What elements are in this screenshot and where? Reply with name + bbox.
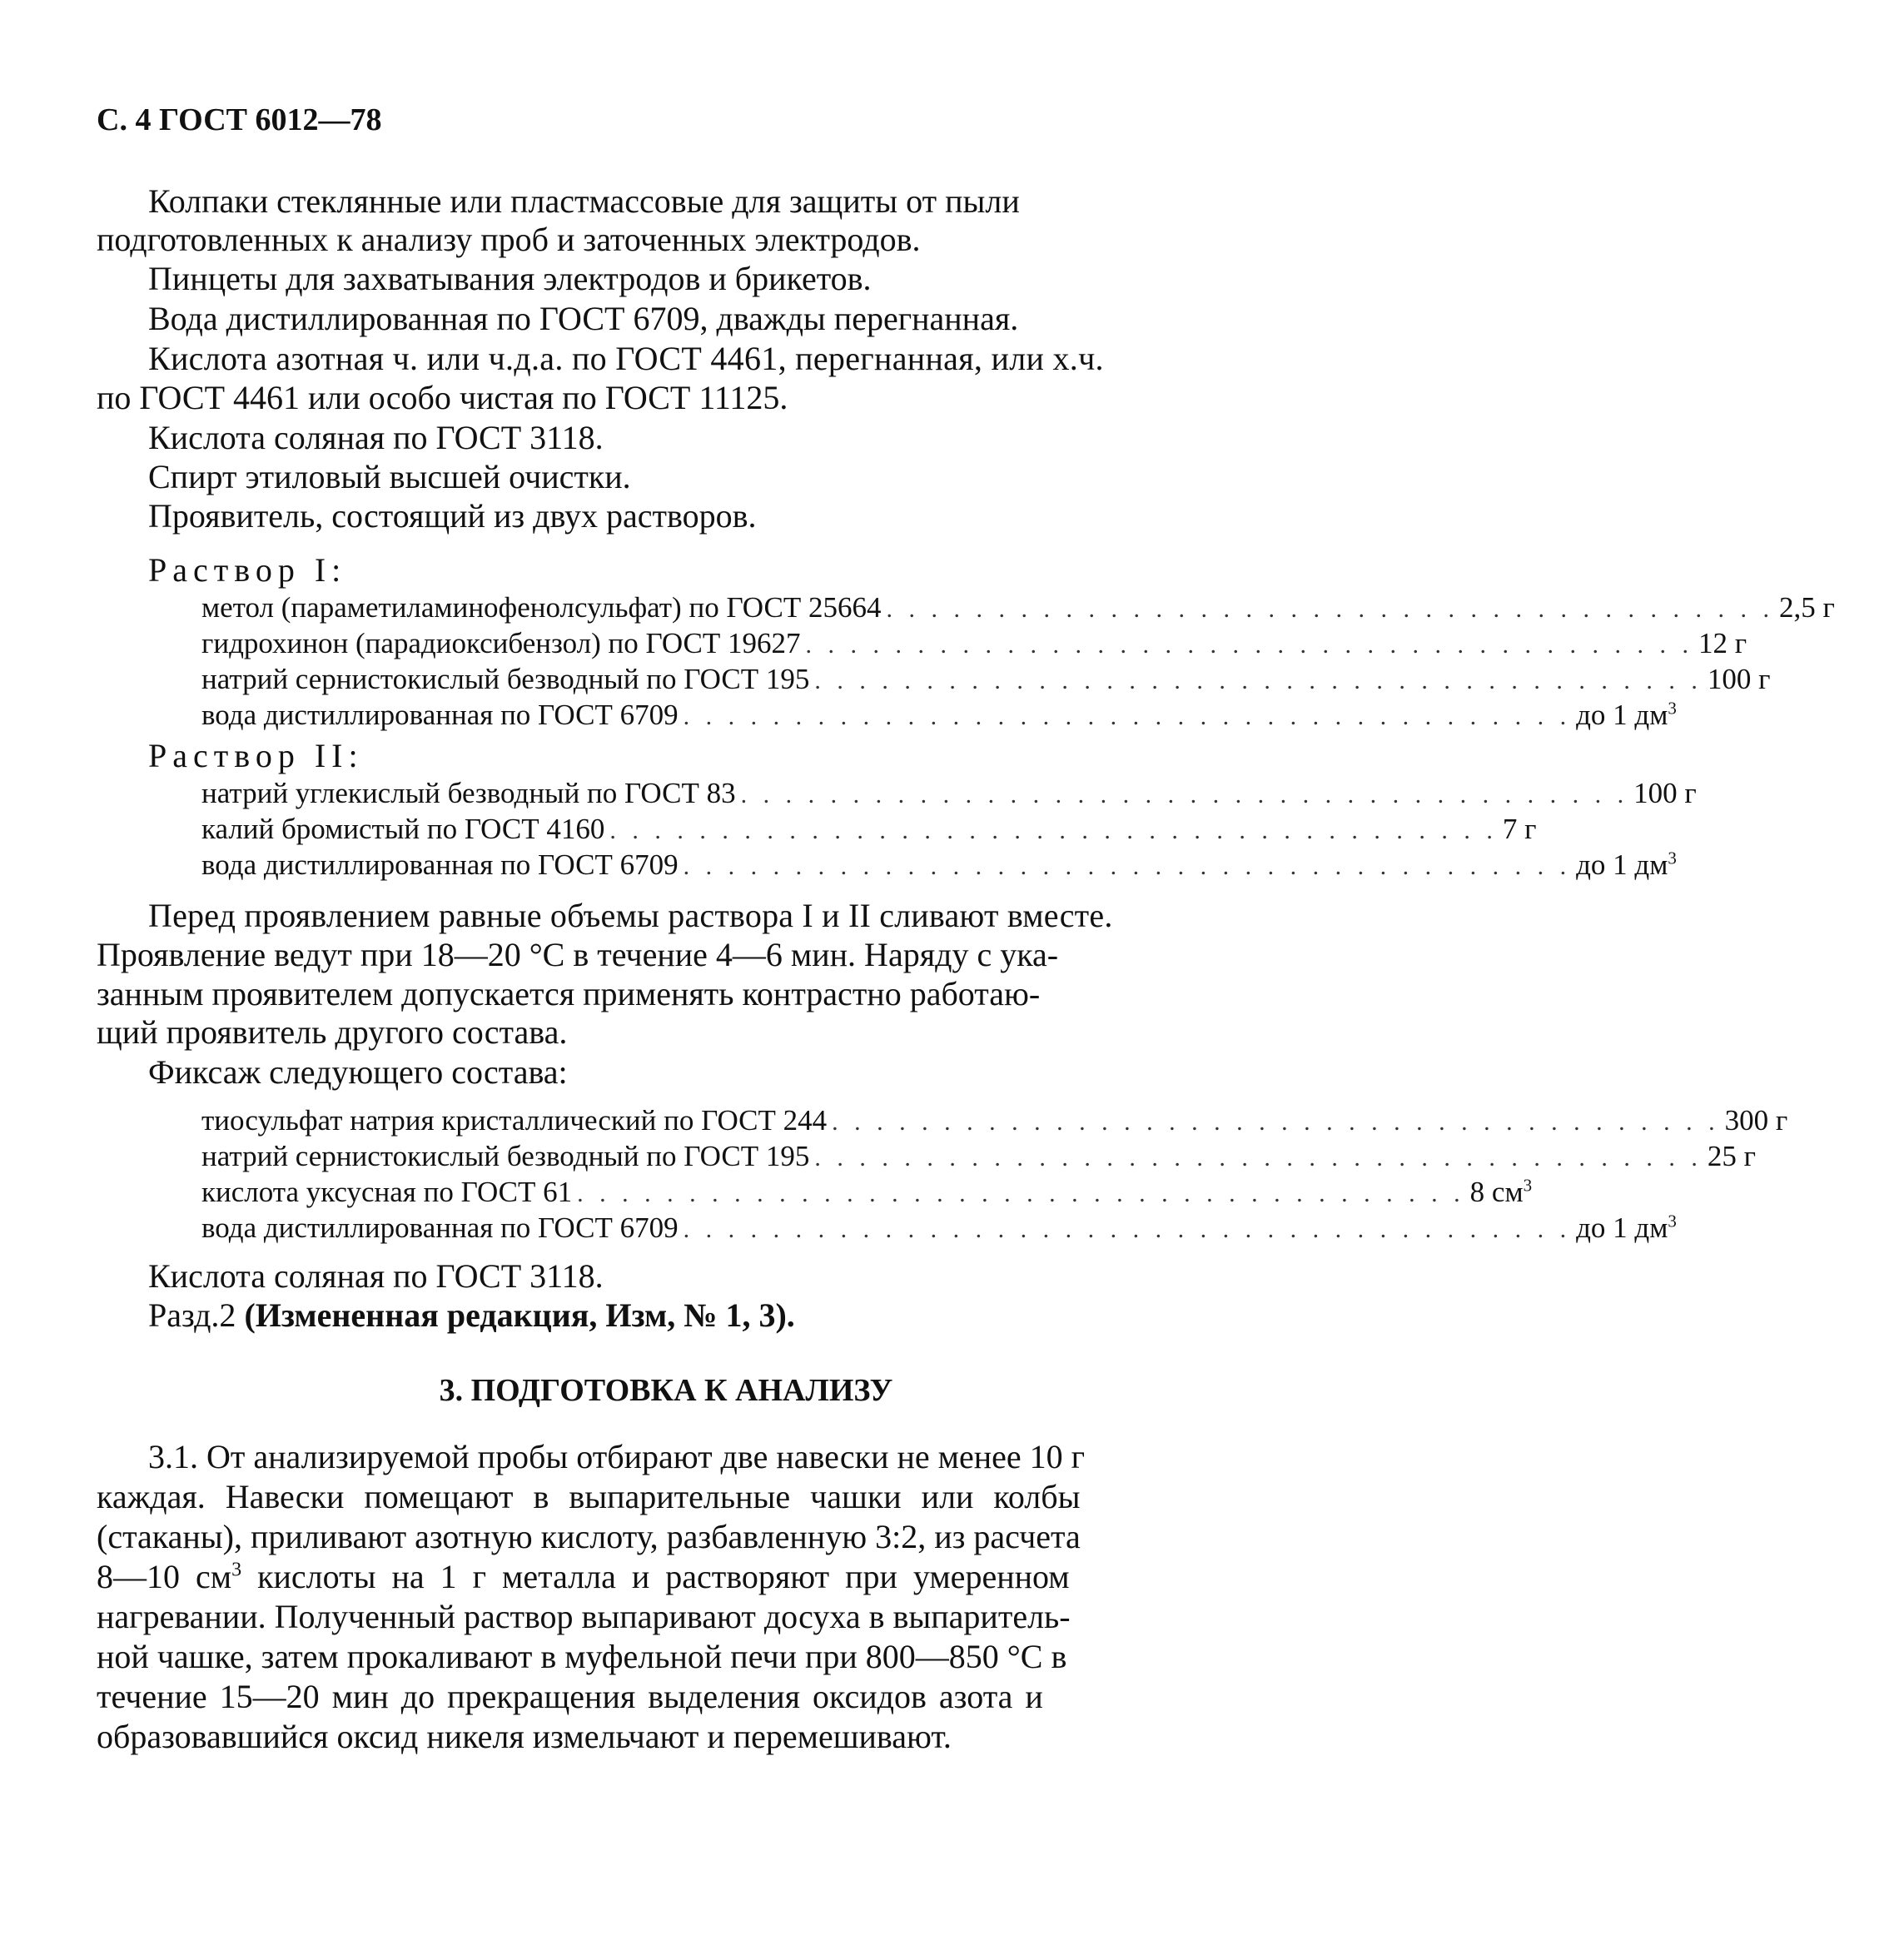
item-quantity bbox=[1576, 1213, 1701, 1242]
amendment-prefix: Разд.2 bbox=[148, 1296, 236, 1334]
solution2-row bbox=[201, 848, 1677, 881]
paragraph-line bbox=[97, 1600, 1199, 1634]
amendment-text: (Измененная редакция, Изм, № 1, 3). bbox=[244, 1296, 795, 1334]
superscript: 3 bbox=[1668, 1211, 1677, 1231]
item-name: натрий сернистокислый безводный по ГОСТ 195 bbox=[201, 663, 810, 695]
text-line: нагревании. Полученный раствор выпаривают досуха в выпаритель- bbox=[97, 1598, 1071, 1635]
paragraph-line: щий проявитель другого состава. bbox=[97, 1013, 568, 1051]
leader-dots: . . . . . . . . . . . . . . . . . . . . . . . . . . . . . . . . . . . . . . . . bbox=[683, 1216, 1572, 1243]
text-line: 3.1. От анализируемой пробы отбирают две навески не менее 10 г bbox=[148, 1438, 1086, 1475]
item-name: вода дистиллированная по ГОСТ 6709 bbox=[201, 1211, 679, 1244]
item-name: кислота уксусная по ГОСТ 61 bbox=[201, 1176, 573, 1208]
leader-dots: . . . . . . . . . . . . . . . . . . . . . . . . . . . . . . . . . . . . . . . . bbox=[805, 631, 1694, 659]
leader-dots: . . . . . . . . . . . . . . . . . . . . . . . . . . . . . . . . . . . . . . . . bbox=[832, 1108, 1720, 1136]
qty-text: до 1 дм bbox=[1576, 699, 1668, 731]
paragraph-line: Перед проявлением равные объемы раствора I и II сливают вместе. bbox=[148, 897, 1113, 934]
fixer-row bbox=[201, 1140, 1756, 1172]
leader-dots: . . . . . . . . . . . . . . . . . . . . . . . . . . . . . . . . . . . . . . . . bbox=[740, 781, 1629, 808]
paragraph-line bbox=[97, 975, 1199, 1012]
paragraph-line: Кислота азотная ч. или ч.д.а. по ГОСТ 4461, перегнанная, или х.ч. bbox=[148, 340, 1104, 377]
solution1-row bbox=[201, 627, 1747, 659]
text-line: течение 15—20 мин до прекращения выделения оксидов азота и bbox=[97, 1678, 1043, 1715]
text-line: Проявление ведут при 18—20 °С в течение 4—6 мин. Наряду с ука- bbox=[97, 936, 1059, 973]
text-line: ной чашке, затем прокаливают в муфельной печи при 800—850 °С в bbox=[97, 1638, 1067, 1675]
leader-dots: . . . . . . . . . . . . . . . . . . . . . . . . . . . . . . . . . . . . . . . . bbox=[886, 595, 1774, 623]
paragraph-line bbox=[97, 1520, 1199, 1554]
amendment-line bbox=[148, 1296, 795, 1334]
text-line: Колпаки стеклянные или пластмассовые для защиты от пыли bbox=[148, 182, 1020, 220]
leader-dots: . . . . . . . . . . . . . . . . . . . . . . . . . . . . . . . . . . . . . . . . bbox=[814, 667, 1703, 694]
paragraph-line: Проявитель, состоящий из двух растворов. bbox=[148, 497, 757, 535]
text-line: каждая. Навески помещают в выпарительные чашки или колбы bbox=[97, 1478, 1081, 1515]
paragraph-line bbox=[148, 1440, 1199, 1474]
paragraph-line bbox=[97, 938, 1199, 972]
item-quantity: 300 г bbox=[1724, 1104, 1788, 1137]
paragraph-line bbox=[148, 182, 1199, 220]
fixer-row bbox=[201, 1175, 1533, 1208]
item-name: натрий сернистокислый безводный по ГОСТ 195 bbox=[201, 1140, 810, 1172]
fixer-row bbox=[201, 1211, 1677, 1244]
item-quantity: 100 г bbox=[1633, 777, 1697, 809]
paragraph-line: подготовленных к анализу проб и заточенных электродов. bbox=[97, 221, 921, 258]
paragraph-line bbox=[97, 1640, 1199, 1674]
superscript: 3 bbox=[1523, 1175, 1533, 1196]
paragraph-line bbox=[97, 1680, 1199, 1714]
leader-dots: . . . . . . . . . . . . . . . . . . . . . . . . . . . . . . . . . . . . . . . . bbox=[683, 853, 1572, 880]
fixer-title: Фиксаж следующего состава: bbox=[148, 1053, 568, 1091]
paragraph-line: по ГОСТ 4461 или особо чистая по ГОСТ 11125. bbox=[97, 379, 788, 416]
section-title: 3. ПОДГОТОВКА К АНАЛИЗУ bbox=[439, 1373, 893, 1408]
leader-dots: . . . . . . . . . . . . . . . . . . . . . . . . . . . . . . . . . . . . . . . . bbox=[577, 1180, 1465, 1207]
item-quantity: 7 г bbox=[1502, 813, 1537, 845]
solution2-title: Раствор II: bbox=[148, 737, 364, 774]
solution1-row bbox=[201, 663, 1771, 695]
item-name: натрий углекислый безводный по ГОСТ 83 bbox=[201, 777, 736, 809]
solution2-row bbox=[201, 813, 1537, 845]
superscript: 3 bbox=[1668, 698, 1677, 719]
text-line-start: 8—10 см bbox=[97, 1558, 232, 1595]
leader-dots: . . . . . . . . . . . . . . . . . . . . . . . . . . . . . . . . . . . . . . . . bbox=[683, 703, 1572, 730]
solution1-title: Раствор I: bbox=[148, 551, 347, 589]
item-quantity: 2,5 г bbox=[1778, 591, 1835, 624]
item-quantity: 25 г bbox=[1707, 1140, 1756, 1172]
item-name: вода дистиллированная по ГОСТ 6709 bbox=[201, 699, 679, 731]
text-line: занным проявителем допускается применять контрастно работаю- bbox=[97, 975, 1041, 1012]
fixer-row bbox=[201, 1104, 1788, 1137]
item-name: метол (параметиламинофенолсульфат) по ГОСТ 25664 bbox=[201, 591, 882, 624]
paragraph-line bbox=[97, 1480, 1199, 1514]
item-quantity: 12 г bbox=[1698, 627, 1747, 659]
paragraph-line bbox=[97, 1560, 1070, 1594]
solution2-row bbox=[201, 777, 1697, 809]
text-line-end: кислоты на 1 г металла и растворяют при умеренном bbox=[257, 1558, 1070, 1595]
item-name: вода дистиллированная по ГОСТ 6709 bbox=[201, 848, 679, 881]
solution1-row bbox=[201, 591, 1835, 624]
paragraph-line: Спирт этиловый высшей очистки. bbox=[148, 458, 631, 495]
superscript: 3 bbox=[231, 1559, 242, 1581]
qty-text: 8 см bbox=[1469, 1176, 1524, 1208]
paragraph-line: Вода дистиллированная по ГОСТ 6709, дважды перегнанная. bbox=[148, 300, 1019, 337]
qty-text: до 1 дм bbox=[1576, 1211, 1668, 1244]
paragraph-line: образовавшийся оксид никеля измельчают и перемешивают. bbox=[97, 1718, 952, 1755]
text-line: (стаканы), приливают азотную кислоту, разбавленную 3:2, из расчета bbox=[97, 1518, 1081, 1555]
page-header: С. 4 ГОСТ 6012—78 bbox=[97, 102, 382, 137]
item-quantity: 100 г bbox=[1707, 663, 1771, 695]
paragraph-line: Пинцеты для захватывания электродов и брикетов. bbox=[148, 260, 872, 297]
solution1-row bbox=[201, 698, 1677, 731]
paragraph-line: Кислота соляная по ГОСТ 3118. bbox=[148, 1257, 604, 1295]
item-name: калий бромистый по ГОСТ 4160 bbox=[201, 813, 605, 845]
item-name: тиосульфат натрия кристаллический по ГОСТ 244 bbox=[201, 1104, 828, 1137]
qty-text: до 1 дм bbox=[1576, 848, 1668, 881]
superscript: 3 bbox=[1668, 848, 1677, 868]
paragraph-line: Кислота соляная по ГОСТ 3118. bbox=[148, 419, 604, 456]
leader-dots: . . . . . . . . . . . . . . . . . . . . . . . . . . . . . . . . . . . . . . . . bbox=[609, 817, 1498, 844]
leader-dots: . . . . . . . . . . . . . . . . . . . . . . . . . . . . . . . . . . . . . . . . bbox=[814, 1144, 1703, 1172]
item-quantity bbox=[1470, 1177, 1595, 1206]
item-name: гидрохинон (парадиоксибензол) по ГОСТ 19627 bbox=[201, 627, 801, 659]
item-quantity bbox=[1576, 850, 1701, 879]
item-quantity bbox=[1576, 700, 1701, 729]
